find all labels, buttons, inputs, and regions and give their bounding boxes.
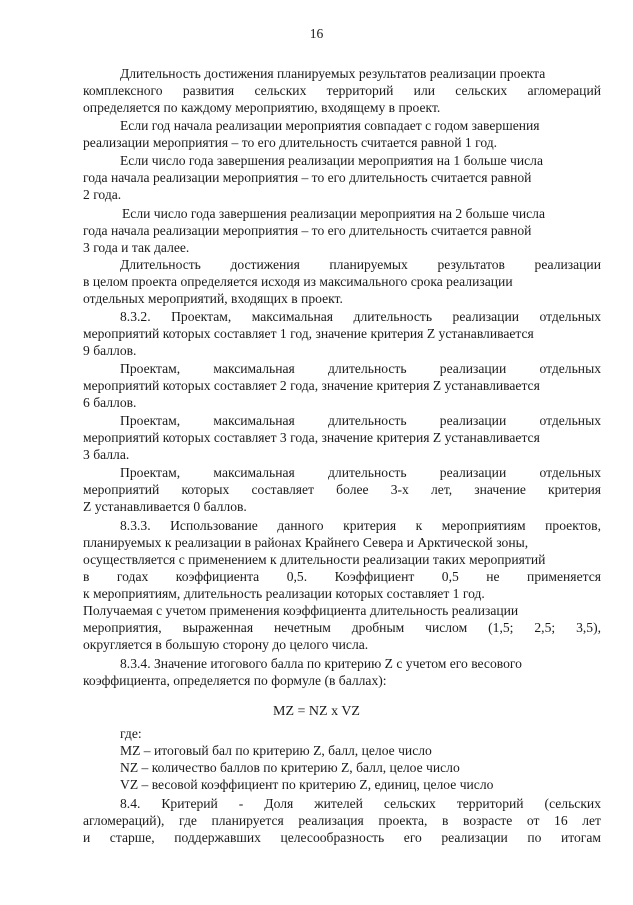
text-line: Если год начала реализации мероприятия совпадает с годом завершения	[120, 118, 540, 133]
text-line: в целом проекта определяется исходя из максимального срока реализации	[83, 274, 513, 289]
text-line: и старше, поддержавших целесообразность его реализации по итогам	[83, 830, 601, 845]
text-line: 9 баллов.	[83, 343, 137, 358]
text-line: Длительность достижения планируемых результатов реализации проекта	[120, 66, 546, 81]
text-line: Получаемая с учетом применения коэффициента длительность реализации	[83, 603, 519, 618]
text-line: года начала реализации мероприятия – то его длительность считается равной	[83, 223, 532, 238]
text-line: Проектам, максимальная длительность реализации отдельных	[120, 465, 601, 480]
text-line: мероприятий которых составляет более 3-х лет, значение критерия	[83, 482, 601, 497]
text-line: отдельных мероприятий, входящих в проект.	[83, 291, 343, 306]
text-line: 8.4. Критерий - Доля жителей сельских территорий (сельских	[120, 796, 601, 811]
text-line: коэффициента, определяется по формуле (в баллах):	[83, 673, 387, 688]
definition-line: NZ – количество баллов по критерию Z, балл, целое число	[120, 760, 460, 775]
text-line: мероприятия, выраженная нечетным дробным числом (1,5; 2,5; 3,5),	[83, 620, 601, 635]
definition-line: MZ – итоговый бал по критерию Z, балл, целое число	[120, 743, 432, 758]
text-line: Z устанавливается 0 баллов.	[83, 499, 247, 514]
text-line: Если число года завершения реализации мероприятия на 1 больше числа	[120, 153, 543, 168]
text-line: года начала реализации мероприятия – то его длительность считается равной	[83, 170, 532, 185]
text-line: где:	[120, 726, 142, 741]
text-line: агломераций), где планируется реализация проекта, в возрасте от 16 лет	[83, 813, 601, 828]
text-line: мероприятий которых составляет 2 года, значение критерия Z устанавливается	[83, 378, 540, 393]
text-line: Проектам, максимальная длительность реализации отдельных	[120, 413, 601, 428]
text-line: Если число года завершения реализации мероприятия на 2 больше числа	[122, 206, 545, 221]
text-line: округляется в большую сторону до целого числа.	[83, 637, 369, 652]
text-line: 8.3.3. Использование данного критерия к мероприятиям проектов,	[120, 518, 601, 533]
text-line: реализации мероприятия – то его длительность считается равной 1 год.	[83, 135, 498, 150]
text-line: 8.3.4. Значение итогового балла по критерию Z с учетом его весового	[120, 656, 522, 671]
text-line: к мероприятиям, длительность реализации которых составляет 1 год.	[83, 586, 485, 601]
text-line: 2 года.	[83, 187, 122, 202]
text-line: мероприятий которых составляет 3 года, значение критерия Z устанавливается	[83, 430, 540, 445]
text-line: Проектам, максимальная длительность реализации отдельных	[120, 361, 601, 376]
text-line: 6 баллов.	[83, 395, 137, 410]
text-line: мероприятий которых составляет 1 год, значение критерия Z устанавливается	[83, 326, 534, 341]
text-line: 3 года и так далее.	[83, 240, 190, 255]
text-line: планируемых к реализации в районах Крайнего Севера и Арктической зоны,	[83, 535, 529, 550]
definition-line: VZ – весовой коэффициент по критерию Z, единиц, целое число	[120, 777, 494, 792]
text-line: в годах коэффициента 0,5. Коэффициент 0,5 не применяется	[83, 569, 601, 584]
text-line: определяется по каждому мероприятию, входящему в проект.	[83, 100, 441, 115]
text-line: Длительность достижения планируемых результатов реализации	[120, 257, 601, 272]
text-line: 8.3.2. Проектам, максимальная длительность реализации отдельных	[120, 309, 601, 324]
formula: MZ = NZ x VZ	[273, 704, 360, 719]
text-line: осуществляется с применением к длительности реализации таких мероприятий	[83, 552, 546, 567]
text-line: 3 балла.	[83, 447, 130, 462]
page-number: 16	[309, 26, 324, 41]
text-line: комплексного развития сельских территорий или сельских агломераций	[83, 83, 601, 98]
